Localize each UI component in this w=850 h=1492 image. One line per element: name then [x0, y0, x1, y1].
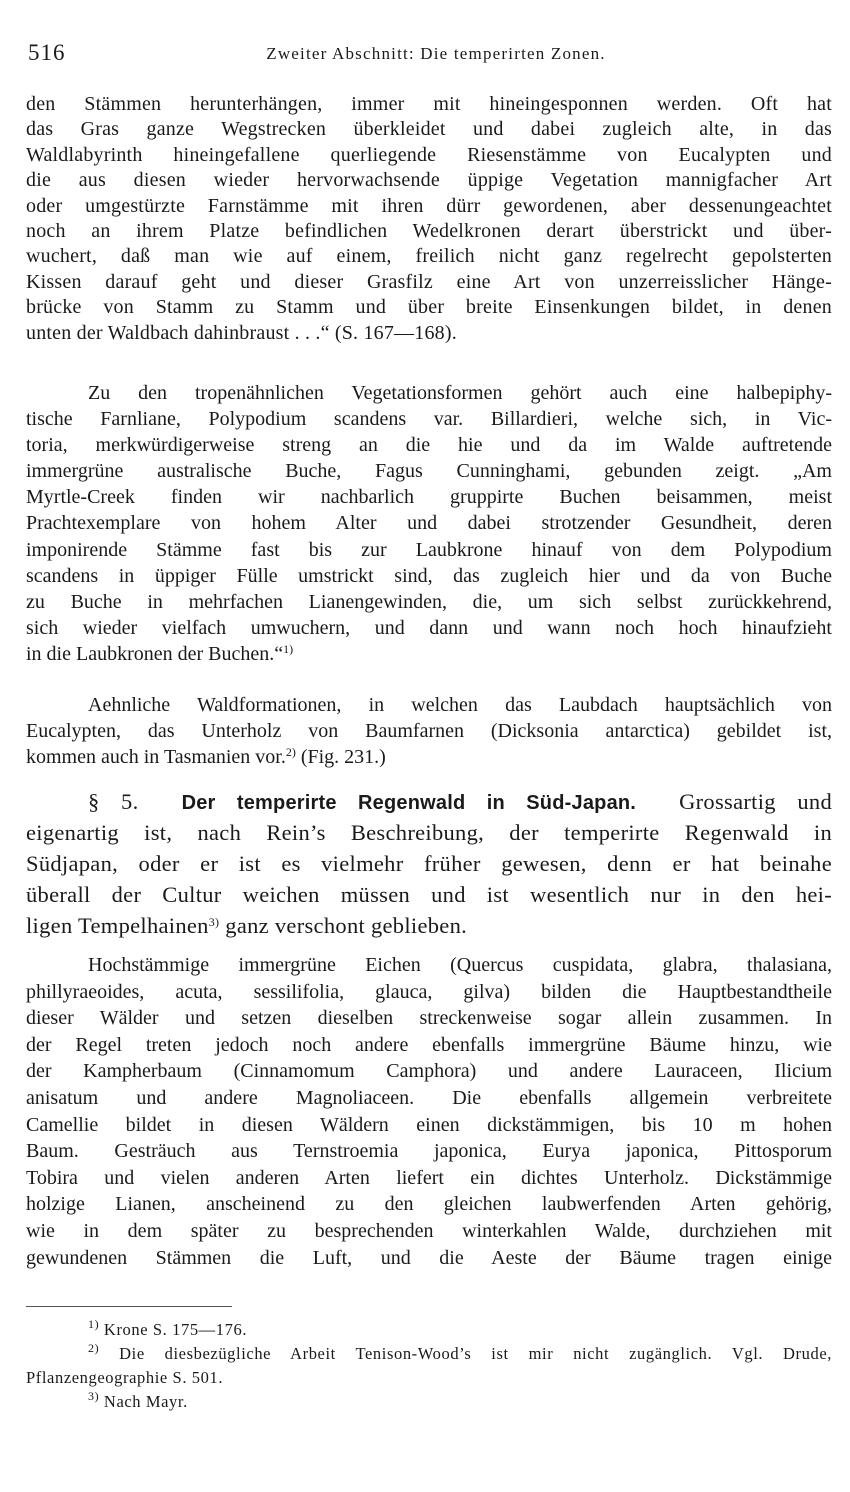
text-line: Myrtle-Creek finden wir nachbarlich gruppirte Buchen beisammen, meist — [26, 486, 832, 509]
footnotes — [26, 1318, 832, 1414]
paragraph-farnliane — [26, 380, 832, 667]
text-line: imponirende Stämme fast bis zur Laubkrone hinauf von dem Polypodium — [26, 538, 832, 561]
text-line: tische Farnliane, Polypodium scandens var. Billardieri, welche sich, in Vic- — [26, 408, 832, 431]
figure-reference: (Fig. 231.) — [295, 746, 386, 768]
text-line: Südjapan, oder er ist es vielmehr früher gewesen, denn er hat beinahe — [26, 851, 832, 876]
text-line: Baum. Gesträuch aus Ternstroemia japonica, Eurya japonica, Pittosporum — [26, 1140, 832, 1163]
text-line: Waldlabyrinth hineingefallene querliegende Riesenstämme von Eucalypten und — [26, 143, 832, 166]
text-line: wuchert, daß man wie auf einem, freilich nicht ganz regelrecht gepolsterten — [26, 245, 832, 268]
text-line: das Gras ganze Wegstrecken überkleidet und dabei zugleich alte, in das — [26, 118, 832, 141]
text-line: gewundenen Stämmen die Luft, und die Aeste der Bäume tragen einige — [26, 1246, 832, 1269]
text-line — [26, 786, 832, 817]
text-line: die aus diesen wieder hervorwachsende üppige Vegetation mannigfacher Art — [26, 169, 832, 192]
text-line: Hochstämmige immergrüne Eichen (Quercus cuspidata, glabra, thalasiana, — [88, 954, 832, 976]
text-line — [26, 641, 832, 667]
footnote-divider — [26, 1306, 232, 1307]
text-line — [26, 910, 832, 941]
text-run: in die Laubkronen der Buchen.“ — [26, 642, 284, 665]
text-run: kommen auch in Tasmanien vor. — [26, 746, 286, 768]
footnote-mark: 1) — [88, 1317, 100, 1331]
text-line: Kissen darauf geht und dieser Grasfilz eine Art von unzerreisslicher Hänge- — [26, 270, 832, 293]
paragraph-continuation — [26, 92, 832, 346]
paragraph-tasmanien — [26, 692, 832, 770]
section-paragraph — [26, 786, 832, 941]
text-line: den Stämmen herunterhängen, immer mit hineingesponnen werden. Oft hat — [26, 93, 832, 115]
text-line: der Regel treten jedoch noch andere ebenfalls immergrüne Bäume hinzu, wie — [26, 1033, 832, 1056]
text-line: oder umgestürzte Farnstämme mit ihren dürr gewordenen, aber dessenungeachtet — [26, 194, 832, 217]
footnote-mark: 3) — [88, 1389, 100, 1403]
text-line: noch an ihrem Platze befindlichen Wedelkronen derart überstrickt und über- — [26, 219, 832, 242]
text-run: ganz verschont geblieben. — [219, 913, 468, 938]
text-line: toria, merkwürdigerweise streng an die hie und da im Walde auftretende — [26, 434, 832, 457]
text-line: unten der Waldbach dahinbraust . . .“ (S. 167—168). — [26, 321, 457, 344]
text-line: zu Buche in mehrfachen Lianengewinden, die, um sich selbst zurückkehrend, — [26, 590, 832, 613]
text-line: Aehnliche Waldformationen, in welchen das Laubdach hauptsächlich von — [88, 694, 832, 716]
footnote-text: Die diesbezügliche Arbeit Tenison-Wood’s ist mir nicht zugänglich. Vgl. Drude, — [99, 1344, 832, 1363]
section-heading: Der temperirte Regenwald in Süd-Japan. — [181, 792, 637, 814]
text-line: der Kampherbaum (Cinnamomum Camphora) und andere Lauraceen, Ilicium — [26, 1060, 832, 1083]
text-line: überall der Cultur weichen müssen und ist wesentlich nur in den hei- — [26, 882, 832, 907]
footnote — [26, 1342, 832, 1366]
running-head — [26, 40, 832, 70]
footnote-continuation: Pflanzengeographie S. 501. — [26, 1368, 224, 1387]
footnote-text: Krone S. 175—176. — [99, 1320, 248, 1339]
footnote-text: Nach Mayr. — [99, 1392, 188, 1411]
text-line: eigenartig ist, nach Rein’s Beschreibung, der temperirte Regenwald in — [26, 820, 832, 845]
text-line: Eucalypten, das Unterholz von Baumfarnen (Dicksonia antarctica) gebildet ist, — [26, 720, 832, 742]
text-line: dieser Wälder und setzen dieselben streckenweise sogar allein zusammen. In — [26, 1007, 832, 1030]
footnote-ref[interactable]: 1) — [283, 641, 294, 656]
text-line: sich wieder vielfach umwuchern, und dann und wann noch hoch hinaufzieht — [26, 616, 832, 639]
footnote — [26, 1318, 832, 1342]
paragraph-eichen — [26, 952, 832, 1271]
text-line — [26, 744, 832, 770]
text-line: Zu den tropenähnlichen Vegetationsformen gehört auch eine halbepiphy- — [88, 382, 832, 404]
text-line: anisatum und andere Magnoliaceen. Die ebenfalls allgemein verbreitete — [26, 1086, 832, 1109]
footnote-mark: 2) — [88, 1341, 100, 1355]
text-line: Prachtexemplare von hohem Alter und dabei strotzender Gesundheit, deren — [26, 512, 832, 535]
section-number: § 5. — [88, 789, 139, 814]
text-line: phillyraeoides, acuta, sessilifolia, glauca, gilva) bilden die Hauptbestandtheile — [26, 980, 832, 1003]
page-number: 516 — [28, 40, 66, 65]
running-title: Zweiter Abschnitt: Die temperirten Zonen. — [266, 44, 606, 63]
text-line: scandens in üppiger Fülle umstrickt sind, das zugleich hier und da von Buche — [26, 564, 832, 587]
text-run: ligen Tempelhainen — [26, 913, 209, 938]
text-line: Tobira und vielen anderen Arten liefert ein dichtes Unterholz. Dickstämmige — [26, 1166, 832, 1189]
footnote-ref[interactable]: 3) — [208, 915, 220, 929]
text-line: immergrüne australische Buche, Fagus Cunninghami, gebunden zeigt. „Am — [26, 460, 832, 483]
text-line: brücke von Stamm zu Stamm und über breite Einsenkungen bildet, in denen — [26, 296, 832, 319]
text-run: Grossartig und — [679, 789, 832, 814]
text-line: wie in dem später zu besprechenden winterkahlen Walde, durchziehen mit — [26, 1219, 832, 1242]
footnote — [26, 1390, 832, 1414]
text-line: Camellie bildet in diesen Wäldern einen dickstämmigen, bis 10 m hohen — [26, 1113, 832, 1136]
footnote-ref[interactable]: 2) — [285, 745, 296, 759]
text-line: holzige Lianen, anscheinend zu den gleichen laubwerfenden Arten gehörig, — [26, 1193, 832, 1216]
